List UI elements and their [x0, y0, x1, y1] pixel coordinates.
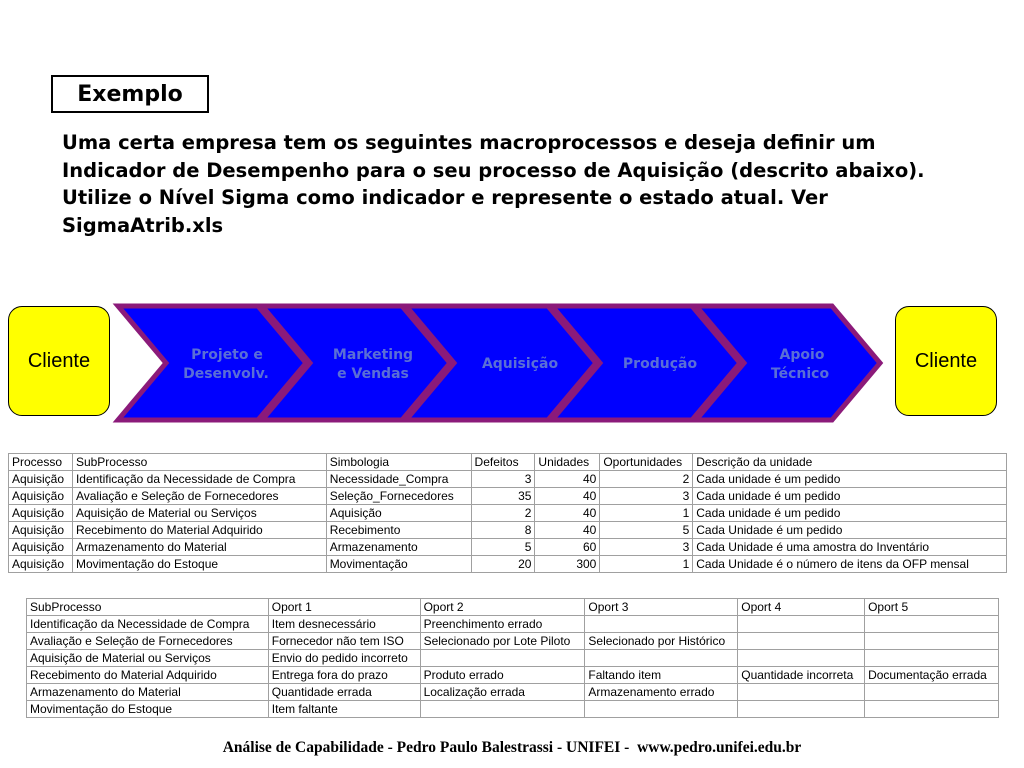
table-row — [9, 539, 1007, 556]
table-cell: Identificação da Necessidade de Compra — [72, 471, 326, 488]
table-cell — [738, 616, 865, 633]
table-cell: Identificação da Necessidade de Compra — [27, 616, 269, 633]
table-header-row — [9, 454, 1007, 471]
table-row — [27, 667, 999, 684]
table-cell: 20 — [471, 556, 535, 573]
table-cell: 3 — [600, 488, 693, 505]
table-cell: Recebimento do Material Adquirido — [72, 522, 326, 539]
column-header: Processo — [9, 454, 73, 471]
table-row — [9, 505, 1007, 522]
table-cell: Produto errado — [420, 667, 585, 684]
column-header: Descrição da unidade — [693, 454, 1007, 471]
table-cell: Avaliação e Seleção de Fornecedores — [72, 488, 326, 505]
table-cell: 3 — [471, 471, 535, 488]
table-cell: Armazenamento do Material — [72, 539, 326, 556]
table-header-row — [27, 599, 999, 616]
table-cell: Aquisição — [326, 505, 471, 522]
table-cell: 1 — [600, 556, 693, 573]
table-cell: Cada unidade é um pedido — [693, 505, 1007, 522]
table-row — [9, 471, 1007, 488]
opportunities-table — [26, 598, 999, 718]
table-row — [27, 616, 999, 633]
table-cell — [738, 684, 865, 701]
table-cell — [738, 633, 865, 650]
table-row — [27, 650, 999, 667]
process-step-apoio-line1: Apoio — [779, 347, 825, 363]
table-cell: Aquisição — [9, 522, 73, 539]
process-step-marketing-line1: Marketing — [332, 347, 414, 363]
table-cell: Recebimento do Material Adquirido — [27, 667, 269, 684]
table-cell: Seleção_Fornecedores — [326, 488, 471, 505]
table-cell: Cada Unidade é o número de itens da OFP mensal — [693, 556, 1007, 573]
table-cell — [585, 650, 738, 667]
table-cell: Armazenamento — [326, 539, 471, 556]
column-header: Oport 2 — [420, 599, 585, 616]
table-cell: 1 — [600, 505, 693, 522]
client-right-box: Cliente — [895, 306, 997, 416]
process-step-apoio-line2: Técnico — [770, 366, 830, 382]
table-cell: Movimentação do Estoque — [27, 701, 269, 718]
table-cell — [865, 701, 999, 718]
table-row — [9, 522, 1007, 539]
column-header: Unidades — [535, 454, 600, 471]
table-cell: Aquisição — [9, 488, 73, 505]
column-header: Defeitos — [471, 454, 535, 471]
table-cell: 8 — [471, 522, 535, 539]
column-header: Oport 4 — [738, 599, 865, 616]
slide-title: Exemplo — [51, 75, 209, 113]
table-cell: Cada unidade é um pedido — [693, 488, 1007, 505]
column-header: SubProcesso — [27, 599, 269, 616]
table-cell — [865, 684, 999, 701]
table-cell — [865, 616, 999, 633]
table-cell: Cada unidade é um pedido — [693, 471, 1007, 488]
table-cell: 40 — [535, 522, 600, 539]
table-cell: Localização errada — [420, 684, 585, 701]
client-left-box: Cliente — [8, 306, 110, 416]
table-cell: Selecionado por Lote Piloto — [420, 633, 585, 650]
table-cell: Fornecedor não tem ISO — [268, 633, 420, 650]
process-step-aquisicao-label: Aquisição — [481, 356, 559, 372]
table-cell: 5 — [600, 522, 693, 539]
table-cell: Aquisição — [9, 539, 73, 556]
table-cell — [585, 701, 738, 718]
footer-text: Análise de Capabilidade - Pedro Paulo Balestrassi - UNIFEI - www.pedro.unifei.edu.br — [222, 739, 802, 756]
process-step-marketing-line2: e Vendas — [337, 366, 409, 382]
table-cell: Aquisição de Material ou Serviços — [27, 650, 269, 667]
table-cell: 40 — [535, 505, 600, 522]
table-cell: Cada Unidade é um pedido — [693, 522, 1007, 539]
table-cell — [865, 633, 999, 650]
table-cell — [738, 650, 865, 667]
table-cell: Aquisição — [9, 556, 73, 573]
table-cell — [585, 616, 738, 633]
table-cell — [420, 701, 585, 718]
table-cell: Cada Unidade é uma amostra do Inventário — [693, 539, 1007, 556]
table-row — [27, 684, 999, 701]
table-cell: Aquisição de Material ou Serviços — [72, 505, 326, 522]
column-header: Oportunidades — [600, 454, 693, 471]
defects-table — [8, 453, 1007, 573]
table-cell: Quantidade incorreta — [738, 667, 865, 684]
column-header: Oport 5 — [865, 599, 999, 616]
table-cell: 2 — [600, 471, 693, 488]
table-cell: Aquisição — [9, 471, 73, 488]
table-cell: Selecionado por Histórico — [585, 633, 738, 650]
table-cell: 60 — [535, 539, 600, 556]
table-cell: Faltando item — [585, 667, 738, 684]
table-row — [27, 633, 999, 650]
table-row — [27, 701, 999, 718]
column-header: Simbologia — [326, 454, 471, 471]
column-header: Oport 3 — [585, 599, 738, 616]
process-step-projeto-line2: Desenvolv. — [183, 366, 269, 382]
table-cell: Recebimento — [326, 522, 471, 539]
table-cell — [738, 701, 865, 718]
column-header: Oport 1 — [268, 599, 420, 616]
table-cell — [865, 650, 999, 667]
table-cell: Movimentação do Estoque — [72, 556, 326, 573]
table-cell: Envio do pedido incorreto — [268, 650, 420, 667]
table-cell: 40 — [535, 471, 600, 488]
table-cell: Avaliação e Seleção de Fornecedores — [27, 633, 269, 650]
column-header: SubProcesso — [72, 454, 326, 471]
intro-paragraph: Uma certa empresa tem os seguintes macroprocessos e deseja definir um Indicador de Desempenho para o seu processo de Aquisição (descrito abaixo). Utilize o Nível Sigma como indicador e represente o estado atual. Ver SigmaAtrib.xls — [62, 131, 925, 237]
process-step-projeto-line1: Projeto e — [191, 347, 263, 363]
table-cell: Item faltante — [268, 701, 420, 718]
table-cell: Armazenamento errado — [585, 684, 738, 701]
table-cell: Armazenamento do Material — [27, 684, 269, 701]
table-cell: Item desnecessário — [268, 616, 420, 633]
table-cell — [420, 650, 585, 667]
table-cell: Preenchimento errado — [420, 616, 585, 633]
process-step-producao-label: Produção — [622, 356, 698, 372]
table-cell: Necessidade_Compra — [326, 471, 471, 488]
table-cell: Movimentação — [326, 556, 471, 573]
table-cell: 3 — [600, 539, 693, 556]
table-cell: 300 — [535, 556, 600, 573]
table-cell: Documentação errada — [865, 667, 999, 684]
table-cell: Aquisição — [9, 505, 73, 522]
table-cell: 5 — [471, 539, 535, 556]
table-row — [9, 488, 1007, 505]
table-cell: Entrega fora do prazo — [268, 667, 420, 684]
table-cell: Quantidade errada — [268, 684, 420, 701]
table-cell: 40 — [535, 488, 600, 505]
table-row — [9, 556, 1007, 573]
table-cell: 2 — [471, 505, 535, 522]
table-cell: 35 — [471, 488, 535, 505]
